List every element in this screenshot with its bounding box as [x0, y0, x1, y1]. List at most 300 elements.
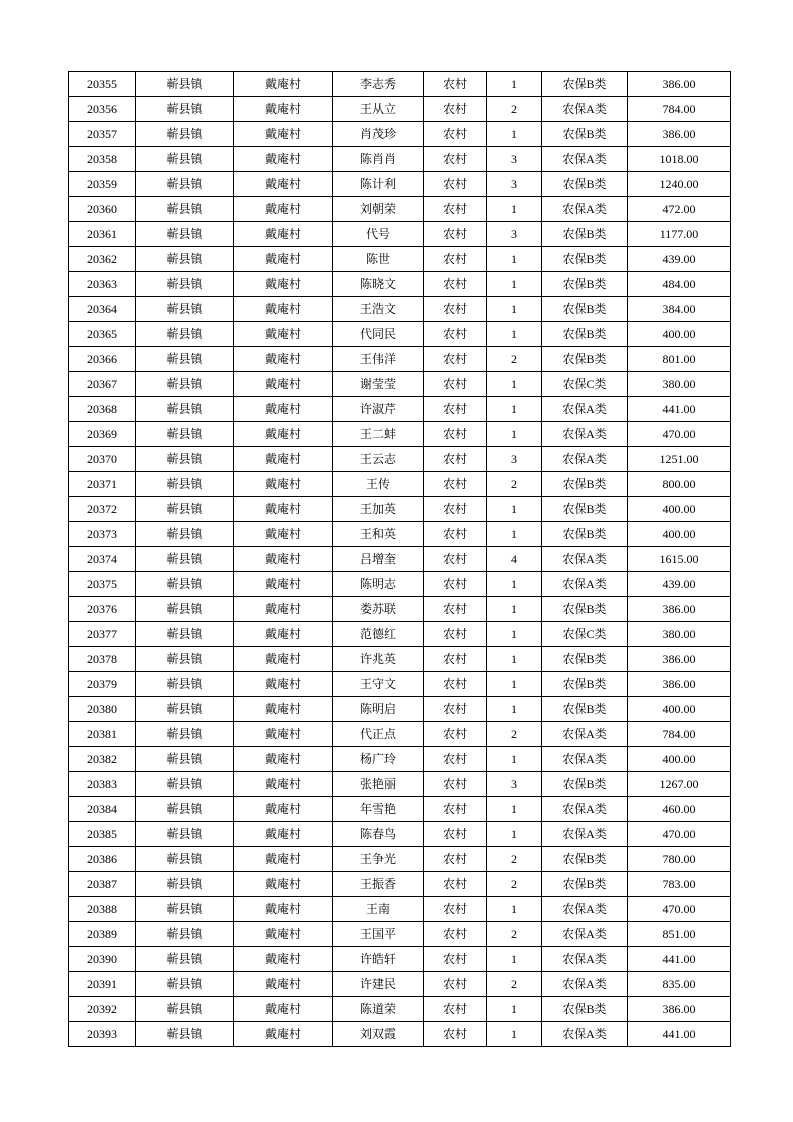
cell-amount: 1240.00: [628, 172, 731, 197]
cell-name: 王南: [333, 897, 424, 922]
cell-amount: 441.00: [628, 1022, 731, 1047]
cell-name: 王振香: [333, 872, 424, 897]
cell-count: 1: [487, 697, 542, 722]
cell-village: 戴庵村: [234, 847, 333, 872]
cell-category: 农保B类: [542, 172, 628, 197]
cell-amount: 470.00: [628, 422, 731, 447]
cell-amount: 1018.00: [628, 147, 731, 172]
cell-amount: 441.00: [628, 947, 731, 972]
cell-category: 农保B类: [542, 772, 628, 797]
cell-amount: 783.00: [628, 872, 731, 897]
cell-amount: 386.00: [628, 72, 731, 97]
cell-id: 20375: [69, 572, 136, 597]
cell-amount: 784.00: [628, 722, 731, 747]
cell-name: 杨广玲: [333, 747, 424, 772]
cell-count: 2: [487, 347, 542, 372]
cell-type: 农村: [424, 147, 487, 172]
cell-id: 20390: [69, 947, 136, 972]
table-row: [69, 497, 731, 522]
cell-id: 20391: [69, 972, 136, 997]
cell-amount: 800.00: [628, 472, 731, 497]
cell-amount: 470.00: [628, 822, 731, 847]
cell-town: 蕲县镇: [136, 122, 234, 147]
cell-category: 农保B类: [542, 347, 628, 372]
cell-category: 农保A类: [542, 797, 628, 822]
cell-town: 蕲县镇: [136, 747, 234, 772]
cell-category: 农保B类: [542, 297, 628, 322]
cell-village: 戴庵村: [234, 422, 333, 447]
cell-category: 农保B类: [542, 597, 628, 622]
cell-type: 农村: [424, 947, 487, 972]
cell-name: 陈道荣: [333, 997, 424, 1022]
table-row: [69, 872, 731, 897]
cell-amount: 1251.00: [628, 447, 731, 472]
cell-id: 20361: [69, 222, 136, 247]
cell-id: 20383: [69, 772, 136, 797]
cell-type: 农村: [424, 972, 487, 997]
cell-id: 20371: [69, 472, 136, 497]
cell-village: 戴庵村: [234, 772, 333, 797]
cell-type: 农村: [424, 622, 487, 647]
cell-town: 蕲县镇: [136, 347, 234, 372]
cell-category: 农保B类: [542, 522, 628, 547]
cell-village: 戴庵村: [234, 822, 333, 847]
cell-id: 20386: [69, 847, 136, 872]
cell-amount: 439.00: [628, 247, 731, 272]
table-row: [69, 372, 731, 397]
cell-town: 蕲县镇: [136, 547, 234, 572]
cell-type: 农村: [424, 897, 487, 922]
cell-count: 1: [487, 797, 542, 822]
cell-category: 农保A类: [542, 447, 628, 472]
cell-type: 农村: [424, 697, 487, 722]
cell-village: 戴庵村: [234, 372, 333, 397]
cell-town: 蕲县镇: [136, 247, 234, 272]
table-row: [69, 572, 731, 597]
cell-town: 蕲县镇: [136, 147, 234, 172]
cell-town: 蕲县镇: [136, 797, 234, 822]
cell-town: 蕲县镇: [136, 197, 234, 222]
cell-village: 戴庵村: [234, 247, 333, 272]
cell-type: 农村: [424, 772, 487, 797]
table-row: [69, 972, 731, 997]
cell-name: 陈明启: [333, 697, 424, 722]
cell-town: 蕲县镇: [136, 997, 234, 1022]
table-row: [69, 297, 731, 322]
cell-name: 肖茂珍: [333, 122, 424, 147]
cell-count: 1: [487, 72, 542, 97]
table-row: [69, 122, 731, 147]
cell-amount: 784.00: [628, 97, 731, 122]
cell-village: 戴庵村: [234, 622, 333, 647]
cell-name: 许皓轩: [333, 947, 424, 972]
cell-count: 2: [487, 872, 542, 897]
cell-town: 蕲县镇: [136, 922, 234, 947]
cell-count: 1: [487, 272, 542, 297]
cell-type: 农村: [424, 97, 487, 122]
cell-village: 戴庵村: [234, 672, 333, 697]
cell-town: 蕲县镇: [136, 972, 234, 997]
cell-category: 农保A类: [542, 947, 628, 972]
cell-name: 陈明志: [333, 572, 424, 597]
cell-id: 20392: [69, 997, 136, 1022]
cell-town: 蕲县镇: [136, 822, 234, 847]
cell-name: 许兆英: [333, 647, 424, 672]
cell-id: 20378: [69, 647, 136, 672]
cell-amount: 1267.00: [628, 772, 731, 797]
cell-name: 王加英: [333, 497, 424, 522]
table-row: [69, 222, 731, 247]
cell-amount: 472.00: [628, 197, 731, 222]
cell-category: 农保A类: [542, 897, 628, 922]
cell-amount: 386.00: [628, 647, 731, 672]
cell-type: 农村: [424, 497, 487, 522]
cell-count: 2: [487, 472, 542, 497]
cell-name: 王传: [333, 472, 424, 497]
table-row: [69, 447, 731, 472]
cell-count: 1: [487, 522, 542, 547]
cell-category: 农保A类: [542, 397, 628, 422]
cell-id: 20367: [69, 372, 136, 397]
cell-type: 农村: [424, 647, 487, 672]
cell-count: 2: [487, 722, 542, 747]
cell-id: 20377: [69, 622, 136, 647]
cell-count: 1: [487, 297, 542, 322]
cell-village: 戴庵村: [234, 522, 333, 547]
cell-village: 戴庵村: [234, 1022, 333, 1047]
cell-village: 戴庵村: [234, 597, 333, 622]
cell-category: 农保B类: [542, 472, 628, 497]
cell-village: 戴庵村: [234, 322, 333, 347]
cell-id: 20358: [69, 147, 136, 172]
cell-amount: 400.00: [628, 747, 731, 772]
cell-type: 农村: [424, 747, 487, 772]
cell-amount: 386.00: [628, 997, 731, 1022]
cell-type: 农村: [424, 372, 487, 397]
cell-village: 戴庵村: [234, 447, 333, 472]
cell-id: 20374: [69, 547, 136, 572]
cell-category: 农保B类: [542, 847, 628, 872]
table-row: [69, 522, 731, 547]
cell-name: 陈世: [333, 247, 424, 272]
cell-town: 蕲县镇: [136, 72, 234, 97]
cell-name: 刘双霞: [333, 1022, 424, 1047]
cell-type: 农村: [424, 72, 487, 97]
cell-type: 农村: [424, 997, 487, 1022]
cell-count: 1: [487, 997, 542, 1022]
cell-type: 农村: [424, 522, 487, 547]
cell-name: 代号: [333, 222, 424, 247]
cell-count: 2: [487, 847, 542, 872]
cell-id: 20370: [69, 447, 136, 472]
cell-type: 农村: [424, 197, 487, 222]
cell-amount: 835.00: [628, 972, 731, 997]
cell-count: 2: [487, 972, 542, 997]
table-row: [69, 747, 731, 772]
cell-name: 王争光: [333, 847, 424, 872]
table-row: [69, 72, 731, 97]
cell-village: 戴庵村: [234, 922, 333, 947]
cell-count: 3: [487, 172, 542, 197]
cell-count: 1: [487, 247, 542, 272]
cell-town: 蕲县镇: [136, 322, 234, 347]
cell-village: 戴庵村: [234, 972, 333, 997]
cell-type: 农村: [424, 347, 487, 372]
cell-name: 陈春鸟: [333, 822, 424, 847]
cell-count: 1: [487, 497, 542, 522]
cell-id: 20359: [69, 172, 136, 197]
cell-category: 农保B类: [542, 247, 628, 272]
cell-type: 农村: [424, 722, 487, 747]
cell-village: 戴庵村: [234, 872, 333, 897]
table-row: [69, 922, 731, 947]
cell-category: 农保A类: [542, 147, 628, 172]
cell-name: 王守文: [333, 672, 424, 697]
table-row: [69, 247, 731, 272]
cell-village: 戴庵村: [234, 347, 333, 372]
cell-type: 农村: [424, 272, 487, 297]
cell-name: 范德红: [333, 622, 424, 647]
cell-type: 农村: [424, 447, 487, 472]
cell-count: 1: [487, 122, 542, 147]
cell-id: 20382: [69, 747, 136, 772]
cell-count: 2: [487, 922, 542, 947]
cell-type: 农村: [424, 797, 487, 822]
cell-type: 农村: [424, 572, 487, 597]
table-row: [69, 797, 731, 822]
cell-category: 农保A类: [542, 197, 628, 222]
cell-town: 蕲县镇: [136, 872, 234, 897]
cell-town: 蕲县镇: [136, 522, 234, 547]
cell-type: 农村: [424, 847, 487, 872]
cell-village: 戴庵村: [234, 272, 333, 297]
cell-count: 1: [487, 622, 542, 647]
table-row: [69, 697, 731, 722]
table-row: [69, 472, 731, 497]
cell-category: 农保B类: [542, 647, 628, 672]
cell-town: 蕲县镇: [136, 222, 234, 247]
table-row: [69, 597, 731, 622]
cell-id: 20381: [69, 722, 136, 747]
cell-village: 戴庵村: [234, 547, 333, 572]
cell-amount: 801.00: [628, 347, 731, 372]
cell-amount: 439.00: [628, 572, 731, 597]
table-row: [69, 772, 731, 797]
cell-name: 年雪艳: [333, 797, 424, 822]
cell-id: 20356: [69, 97, 136, 122]
cell-id: 20379: [69, 672, 136, 697]
cell-category: 农保B类: [542, 122, 628, 147]
benefit-roster-table: [68, 71, 731, 1047]
cell-town: 蕲县镇: [136, 97, 234, 122]
cell-id: 20365: [69, 322, 136, 347]
table-row: [69, 422, 731, 447]
cell-type: 农村: [424, 422, 487, 447]
cell-type: 农村: [424, 172, 487, 197]
cell-type: 农村: [424, 672, 487, 697]
cell-count: 1: [487, 397, 542, 422]
cell-town: 蕲县镇: [136, 622, 234, 647]
cell-category: 农保B类: [542, 497, 628, 522]
cell-category: 农保B类: [542, 872, 628, 897]
cell-category: 农保A类: [542, 422, 628, 447]
cell-id: 20355: [69, 72, 136, 97]
cell-name: 代同民: [333, 322, 424, 347]
cell-count: 3: [487, 222, 542, 247]
cell-name: 王伟洋: [333, 347, 424, 372]
cell-amount: 386.00: [628, 597, 731, 622]
cell-village: 戴庵村: [234, 747, 333, 772]
table-row: [69, 197, 731, 222]
cell-village: 戴庵村: [234, 297, 333, 322]
table-body: [69, 72, 731, 1047]
cell-name: 王和英: [333, 522, 424, 547]
cell-town: 蕲县镇: [136, 1022, 234, 1047]
cell-category: 农保A类: [542, 972, 628, 997]
cell-village: 戴庵村: [234, 997, 333, 1022]
cell-category: 农保B类: [542, 997, 628, 1022]
cell-category: 农保A类: [542, 572, 628, 597]
table-row: [69, 997, 731, 1022]
cell-town: 蕲县镇: [136, 697, 234, 722]
table-row: [69, 947, 731, 972]
cell-name: 陈肖肖: [333, 147, 424, 172]
cell-id: 20387: [69, 872, 136, 897]
cell-town: 蕲县镇: [136, 572, 234, 597]
cell-amount: 460.00: [628, 797, 731, 822]
cell-count: 1: [487, 897, 542, 922]
cell-village: 戴庵村: [234, 172, 333, 197]
cell-id: 20373: [69, 522, 136, 547]
cell-id: 20389: [69, 922, 136, 947]
cell-category: 农保B类: [542, 72, 628, 97]
cell-amount: 400.00: [628, 497, 731, 522]
cell-type: 农村: [424, 597, 487, 622]
cell-amount: 400.00: [628, 322, 731, 347]
cell-name: 刘朝荣: [333, 197, 424, 222]
cell-id: 20357: [69, 122, 136, 147]
cell-id: 20372: [69, 497, 136, 522]
cell-name: 陈计利: [333, 172, 424, 197]
table-row: [69, 847, 731, 872]
cell-id: 20376: [69, 597, 136, 622]
cell-town: 蕲县镇: [136, 597, 234, 622]
table-row: [69, 347, 731, 372]
cell-category: 农保A类: [542, 747, 628, 772]
cell-count: 1: [487, 372, 542, 397]
cell-count: 1: [487, 572, 542, 597]
cell-town: 蕲县镇: [136, 272, 234, 297]
cell-town: 蕲县镇: [136, 647, 234, 672]
table-row: [69, 97, 731, 122]
cell-town: 蕲县镇: [136, 947, 234, 972]
cell-count: 1: [487, 322, 542, 347]
cell-count: 1: [487, 597, 542, 622]
cell-type: 农村: [424, 1022, 487, 1047]
table-row: [69, 1022, 731, 1047]
cell-village: 戴庵村: [234, 147, 333, 172]
cell-type: 农村: [424, 247, 487, 272]
cell-name: 王二蚌: [333, 422, 424, 447]
cell-category: 农保A类: [542, 722, 628, 747]
cell-type: 农村: [424, 322, 487, 347]
cell-count: 1: [487, 647, 542, 672]
cell-type: 农村: [424, 822, 487, 847]
cell-name: 李志秀: [333, 72, 424, 97]
cell-id: 20384: [69, 797, 136, 822]
cell-town: 蕲县镇: [136, 447, 234, 472]
table-row: [69, 272, 731, 297]
cell-amount: 386.00: [628, 122, 731, 147]
cell-name: 娄苏联: [333, 597, 424, 622]
cell-village: 戴庵村: [234, 572, 333, 597]
cell-id: 20393: [69, 1022, 136, 1047]
cell-village: 戴庵村: [234, 797, 333, 822]
cell-id: 20385: [69, 822, 136, 847]
cell-name: 王国平: [333, 922, 424, 947]
cell-name: 陈晓文: [333, 272, 424, 297]
cell-name: 谢莹莹: [333, 372, 424, 397]
cell-id: 20368: [69, 397, 136, 422]
cell-village: 戴庵村: [234, 397, 333, 422]
cell-amount: 484.00: [628, 272, 731, 297]
table-row: [69, 622, 731, 647]
cell-town: 蕲县镇: [136, 297, 234, 322]
cell-name: 许淑芹: [333, 397, 424, 422]
cell-amount: 380.00: [628, 622, 731, 647]
cell-count: 4: [487, 547, 542, 572]
cell-type: 农村: [424, 922, 487, 947]
cell-town: 蕲县镇: [136, 372, 234, 397]
cell-town: 蕲县镇: [136, 672, 234, 697]
table-row: [69, 722, 731, 747]
cell-count: 3: [487, 147, 542, 172]
table-row: [69, 647, 731, 672]
cell-type: 农村: [424, 297, 487, 322]
table-row: [69, 322, 731, 347]
cell-type: 农村: [424, 547, 487, 572]
cell-name: 王浩文: [333, 297, 424, 322]
cell-name: 王从立: [333, 97, 424, 122]
cell-count: 3: [487, 772, 542, 797]
cell-village: 戴庵村: [234, 97, 333, 122]
cell-category: 农保C类: [542, 372, 628, 397]
table-row: [69, 897, 731, 922]
cell-town: 蕲县镇: [136, 172, 234, 197]
cell-village: 戴庵村: [234, 472, 333, 497]
cell-count: 2: [487, 97, 542, 122]
cell-category: 农保A类: [542, 922, 628, 947]
cell-village: 戴庵村: [234, 897, 333, 922]
table-row: [69, 397, 731, 422]
cell-amount: 384.00: [628, 297, 731, 322]
cell-amount: 400.00: [628, 522, 731, 547]
cell-id: 20366: [69, 347, 136, 372]
cell-town: 蕲县镇: [136, 722, 234, 747]
table-row: [69, 822, 731, 847]
cell-type: 农村: [424, 872, 487, 897]
cell-count: 1: [487, 197, 542, 222]
cell-id: 20364: [69, 297, 136, 322]
cell-village: 戴庵村: [234, 497, 333, 522]
cell-amount: 386.00: [628, 672, 731, 697]
cell-name: 吕增奎: [333, 547, 424, 572]
cell-amount: 441.00: [628, 397, 731, 422]
cell-town: 蕲县镇: [136, 422, 234, 447]
cell-name: 王云志: [333, 447, 424, 472]
cell-type: 农村: [424, 222, 487, 247]
cell-town: 蕲县镇: [136, 897, 234, 922]
